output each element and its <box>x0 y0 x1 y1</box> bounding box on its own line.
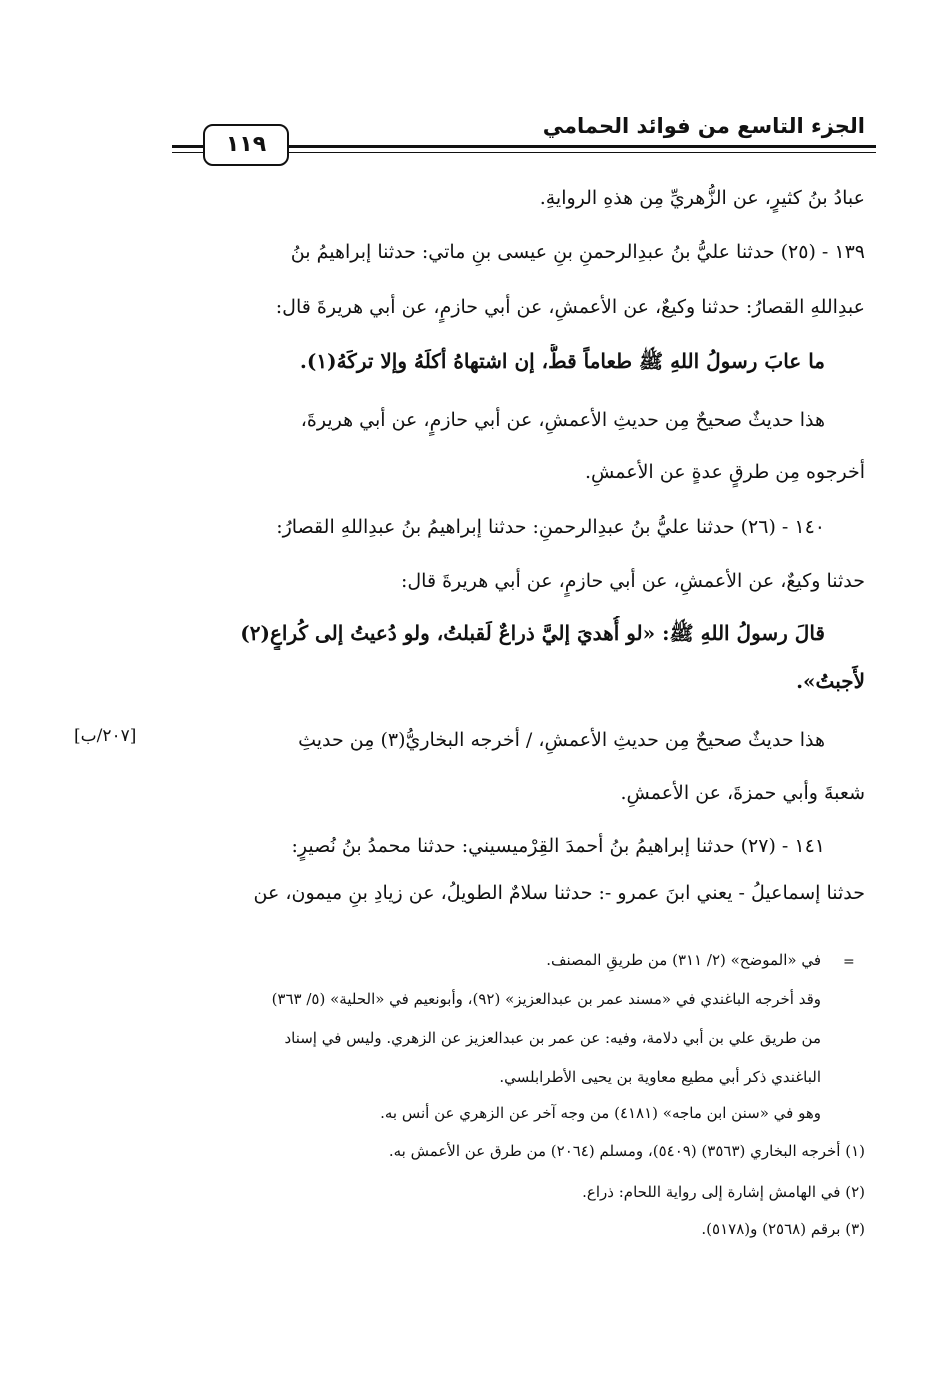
footnote-2: (٢) في الهامش إشارة إلى رواية اللحام: ذراع. <box>582 1183 865 1201</box>
footnote-1: (١) أخرجه البخاري (٣٥٦٣) (٥٤٠٩)، ومسلم (٢٠٦٤) من طرق عن الأعمش به. <box>388 1142 865 1160</box>
text-line: شعبةَ وأبي حمزةَ، عن الأعمشِ. <box>620 782 865 804</box>
hadith-text: ما عابَ رسولُ اللهِ ﷺ طعاماً قطُّ، إن اشتهاهُ أكلَهُ وإلا تركَهُ(١). <box>299 349 825 373</box>
running-header-title: الجزء التاسع من فوائد الحمامي <box>542 114 865 138</box>
footnote-line: وهو في «سنن ابن ماجه» (٤١٨١) من وجه آخر عن الزهري عن أنس به. <box>380 1104 821 1122</box>
footnote-line: الباغندي ذكر أبي مطيع معاوية بن يحيى الأطرابلسي. <box>499 1068 821 1086</box>
footnote-line: من طريق علي بن أبي دلامة، وفيه: عن عمر بن عبدالعزيز عن الزهري. وليس في إسناد <box>284 1029 821 1047</box>
hadith-text: قالَ رسولُ اللهِ ﷺ: «لو أُهديَ إليَّ ذراعٌ لَقبلتُ، ولو دُعيتُ إلى كُراعٍ(٢) <box>240 621 825 645</box>
footnote-3: (٣) برقم (٢٥٦٨) و(٥١٧٨). <box>701 1220 865 1238</box>
hadith-text: لأَجبتُ». <box>796 669 865 693</box>
margin-reference: [٢٠٧/ب] <box>74 726 137 746</box>
text-line: أخرجوه مِن طرقٍ عدةٍ عن الأعمشِ. <box>585 461 865 483</box>
text-line: ١٤١ - (٢٧) حدثنا إبراهيمُ بنُ أحمدَ القِرْميسيني: حدثنا محمدُ بنُ نُصيرٍ: <box>291 835 825 857</box>
continuation-mark: = <box>843 954 855 970</box>
page-number: ١١٩ <box>203 124 289 166</box>
text-line: ١٤٠ - (٢٦) حدثنا عليُّ بنُ عبدِالرحمنِ: حدثنا إبراهيمُ بنُ عبدِاللهِ القصارُ: <box>276 516 825 538</box>
footnote-line: وقد أخرجه الباغندي في «مسند عمر بن عبدالعزيز» (٩٢)، وأبونعيم في «الحلية» (٥/ ٣٦٣) <box>271 990 821 1008</box>
text-line: عبادُ بنُ كثيرٍ، عن الزُّهريِّ مِن هذهِ الروايةِ. <box>539 187 865 209</box>
text-line: هذا حديثٌ صحيحٌ مِن حديثِ الأعمشِ، / أخرجه البخاريُّ(٣) مِن حديثِ <box>298 729 825 751</box>
text-line: حدثنا وكيعٌ، عن الأعمشِ، عن أبي حازمٍ، عن أبي هريرةَ قال: <box>400 570 865 592</box>
text-line: هذا حديثٌ صحيحٌ مِن حديثِ الأعمشِ، عن أبي حازمٍ، عن أبي هريرةَ، <box>300 409 825 431</box>
footnote-line: في «الموضح» (٢/ ٣١١) من طريقِ المصنف. <box>546 951 821 969</box>
text-line: عبدِاللهِ القصارُ: حدثنا وكيعٌ، عن الأعمشِ، عن أبي حازمٍ، عن أبي هريرةَ قال: <box>275 296 865 318</box>
text-line: ١٣٩ - (٢٥) حدثنا عليُّ بنُ عبدِالرحمنِ بنِ عيسى بنِ ماتي: حدثنا إبراهيمُ بنُ <box>290 241 865 263</box>
text-line: حدثنا إسماعيلُ - يعني ابنَ عمرو -: حدثنا سلامٌ الطويلُ، عن زيادِ بنِ ميمون، عن <box>253 882 865 904</box>
